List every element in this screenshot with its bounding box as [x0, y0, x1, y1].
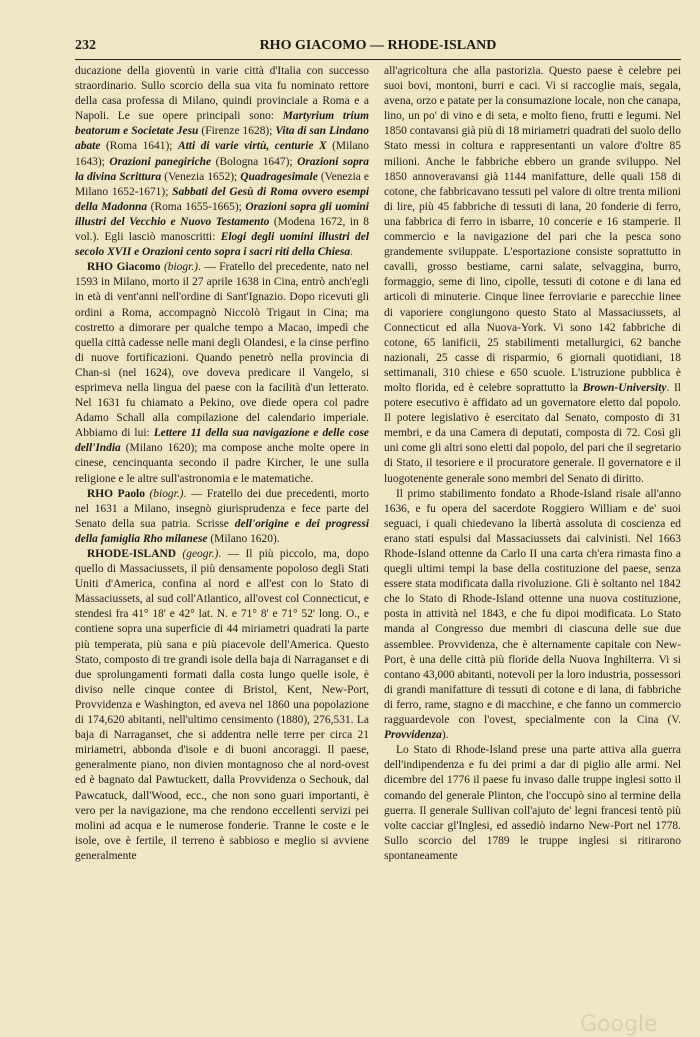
paragraph-rhode-island-war — [384, 743, 681, 864]
work-title: Orazioni panegiriche — [109, 155, 212, 168]
running-title: RHO GIACOMO — RHODE-ISLAND — [259, 38, 497, 53]
entry-headword: RHO Paolo — [87, 487, 145, 500]
text-run: ducazione della gioventù in varie città d'Italia con successo straordinario. Sullo scorcio della sua vita fu nominato rettore della casa professa di Milano, quindi provinciale a Roma e a Napoli. Le sue opere principali sono: — [75, 65, 369, 123]
text-run: ). — [441, 729, 449, 742]
paragraph-rhode-island-economy — [384, 64, 681, 487]
work-title: Elogi degli uomini illustri del secolo XVII e Orazioni cento sopra i sacri riti della Chiesa — [75, 231, 369, 259]
page-header — [75, 38, 681, 58]
entry-rho-giacomo — [75, 260, 369, 486]
paragraph-continued-biography — [75, 64, 369, 260]
text-run: (Bologna 1647); — [211, 155, 298, 168]
work-title: Orazioni sopra gli uomini illustri del Vecchio e Nuovo Testamento — [75, 200, 369, 228]
text-run: (Milano 1620); ma compose anche molte opere in cinese, cencinquanta secondo il padre Kircher, le une sulla religione e le altre sull'astronomia e le matematiche. — [75, 442, 369, 485]
text-run: (Venezia e Milano 1652-1671); — [75, 170, 369, 198]
work-title: Vita di san Lindano abate — [75, 125, 369, 153]
work-title: Martyrium trium beatorum e Societate Jesu — [75, 110, 369, 138]
entry-headword: RHO Giacomo — [87, 261, 161, 274]
text-run: (Firenze 1628); — [198, 125, 276, 138]
work-title: Orazioni sopra la divina Scrittura — [75, 155, 369, 183]
text-run: (Milano 1620). — [207, 532, 280, 545]
text-run: all'agricoltura che alla pastorizia. Questo paese è celebre pei suoi bovi, montoni, burri e caci. Vi si raccoglie mais, segala, avena, orzo e patate per la consumazione locale, non che canapa, lino, un po' di vino e di seta, e molto fieno, frutti e legumi. Nel 1850 contavansi già più di 18 miriametri quadrati del suolo dello Stato messi in coltura e rappresentanti un valore d'oltre 85 milioni. Anche le fabbriche ebbero un grande sviluppo. Nel 1850 annoveravansi già 1144 manifatture, delle quali 158 di cotone, che fabbricavano tessuti pel valore di oltre trenta milioni di lire, più 45 fabbriche di tessuti di lana, 20 fonderie di ferro, una fabbrica di ferro in isbarre, 10 concerie e 16 stamperie. Il commercio e la navigazione del pari che la pesca sono grandemente sviluppate. L'esportazione consiste soprattutto in cavalli, grosso bestiame, carni salate, selvaggina, burro, formaggio, seme di lino, cipolle, tessuti di cotone e di lana ed articoli di minuterie. Cinque linee ferroviarie e parecchie linee di vaporiere congiungono questo Stato al Massaciussets, al Connecticut ed alla Nuova-York. Vi sono 142 fabbriche di cotone, 65 lanificii, 25 stabilimenti metallurgici, 62 banche nazionali, 25 casse di risparmio, 6 giornali quotidiani, 18 settimanali, 310 chiese e 650 scuole. L'istruzione pubblica è molto florida, ed è celebre soprattutto la — [384, 65, 681, 394]
paragraph-rhode-island-history — [384, 487, 681, 744]
text-run: . — [350, 246, 354, 259]
text-run: . — Fratello dei due precedenti, morto nel 1631 a Milano, insegnò giurisprudenza e fece parte del Senato della sua patria. Scrisse — [75, 487, 369, 530]
work-title: Atti di varie virtù, centurie X — [177, 140, 327, 153]
text-run: (Modena 1672, in 8 vol.). Egli lasciò manoscritti: — [75, 215, 369, 244]
entry-rho-paolo — [75, 487, 369, 547]
cross-reference: Provvidenza — [384, 729, 442, 742]
work-title: dell'origine e dei progressi della famiglia Rho milanese — [75, 517, 369, 545]
text-run: . — Fratello del precedente, nato nel 1593 in Milano, morto il 27 aprile 1638 in Cina, entrò anch'egli in età di vent'anni nell'ordine di Sant'Ignazio. Dopo ricevuti gli ordini a Roma, accompagnò Niccolò Trigaut in Cina; ma costretto a dimorare per qualche tempo a Macao, impedì che quella città cadesse nelle mani degli Olandesi, e la cinse perfino di nuove fortificazioni. Quando penetrò nella provincia di Chan-si (nel 1624), ove doveva predicare il Vangelo, si esprimeva nella lingua del paese con la facilità d'un letterato. Nel 1631 fu chiamato a Pekino, ove diede opera col padre Adamo Schall alla compilazione del calendario imperiale. Abbiamo di lui: — [75, 261, 369, 440]
text-run: Il primo stabilimento fondato a Rhode-Island risale all'anno 1636, e fu opera del sacerdote Roggiero William e de' suoi seguaci, i quali chiedevano la libertà assoluta di coscienza ed erano stati espulsi dal Massaciussets dai calvinisti. Nel 1663 Rhode-Island ottenne da Carlo II una carta ch'era rimasta fino a quegli ultimi tempi la base della costituzione del paese, senza essere stata modificata dalla rivoluzione. Gli è soltanto nel 1842 che lo Stato di Rhode-Island ottenne una nuova costituzione, posta in attività nel 1843, e che fu dipoi modificata. Lo Stato manda al Congresso due membri di ciascuna delle sue due assemblee. Provvidenza, che è alternamente capitale con New-Port, è una delle città più floride della Nuova Inghilterra. Vi si contano 43,000 abitanti, notevoli per la loro industria, possessori di grandi manifatture di tessuti di cotone e di lana, di fabbriche di ferro, rame, stagno e di macchine, e che fanno un commercio ragguardevole con l'ovest, specialmente con la Cina (V. — [384, 487, 681, 727]
entry-category: (geogr.) — [182, 548, 219, 560]
institution-name: Brown-University — [582, 381, 667, 394]
text-run: (Milano 1643); — [75, 140, 369, 168]
text-run: . — Il più piccolo, ma, dopo quello di Massaciussets, il più densamente popoloso degli Stati Uniti d'America, confina al nord e all'est con lo Stato di Massaciussets, al sud coll'Atlantico, all'ovest col Connecticut, e stendesi fra 41° 18' e 42° lat. N. e 71° 8' e 71° 52' long. O., e contiene sopra una superficie di 44 miriametri quadrati la parte più temperata, più sana e più piacevole dell'America. Questo Stato, composto di tre grandi isole della baja di Narraganset e di due sprolungamenti formati dalla costa lungo quelle isole, è diviso nelle cinque contee di Bristol, Kent, New-Port, Provvidenza e Washington, ed aveva nel 1860 una popolazione di 174,620 abitanti, nell'ultimo censimento (1880), 276,531. La baja di Narraganset, che si addentra nelle terre per circa 21 miriametri, abbonda d'isole e di buoni ancoraggi. Il paese, generalmente piano, non divien montagnoso che al nord-ovest ed è bagnato dal Pawtuckett, dalla Provvidenza o Sechouk, dal Pawcatuck, dall'Wood, ecc., che non sono guari importanti, è vero per la navigazione, ma che rendono eccellenti servizi pei molini ad acqua e le numerose fonderie. Tranne le coste e le isole, ove è fertile, il terreno è sabbioso e meglio si avviene generalmente — [75, 548, 369, 862]
work-title: Quadragesimale — [240, 170, 318, 183]
work-title: Sabbati del Gesù di Roma ovvero esempi della Madonna — [75, 185, 369, 213]
work-title: Lettere 11 della sua navigazione e delle cose dell'India — [75, 427, 369, 455]
entry-rhode-island — [75, 547, 369, 864]
text-run: . Il potere esecutivo è affidato ad un governatore eletto dal popolo. Il potere legislativo è esercitato dal Senato, composto di 31 membri, e da una Camera di deputati, composta di 72. Così gli uni come gli altri sono eletti dal popolo, del pari che il segretario di Stato, il tesoriere e il procuratore generale. Il governatore e il luogotenente generale sono membri del Senato di diritto. — [384, 381, 681, 485]
text-run: Lo Stato di Rhode-Island prese una parte attiva alla guerra dell'indipendenza e fu dei primi a dar di piglio alle armi. Nel dicembre del 1776 il paese fu invaso dalle truppe inglesi sotto il comando del generale Plinton, che l'occupò sino al termine della guerra. Il generale Sullivan coll'ajuto de' legni francesi tentò più volte cacciar gl'Inglesi, ed assediò indarno New-Port nel 1778. Sullo scorcio del 1789 le truppe inglesi si ritirarono spontaneamente — [384, 744, 681, 862]
left-column — [75, 64, 369, 994]
text-run: (Roma 1655-1665); — [147, 200, 246, 213]
header-rule — [75, 59, 681, 60]
right-column — [384, 64, 681, 994]
text-run: (Venezia 1652); — [161, 170, 241, 183]
entry-headword: RHODE-ISLAND — [87, 548, 176, 560]
scan-watermark: Google — [580, 1012, 658, 1037]
entry-category: (biogr.) — [149, 487, 184, 500]
text-run: (Roma 1641); — [100, 140, 178, 153]
page-number: 232 — [75, 38, 96, 53]
entry-category: (biogr.) — [163, 261, 198, 274]
